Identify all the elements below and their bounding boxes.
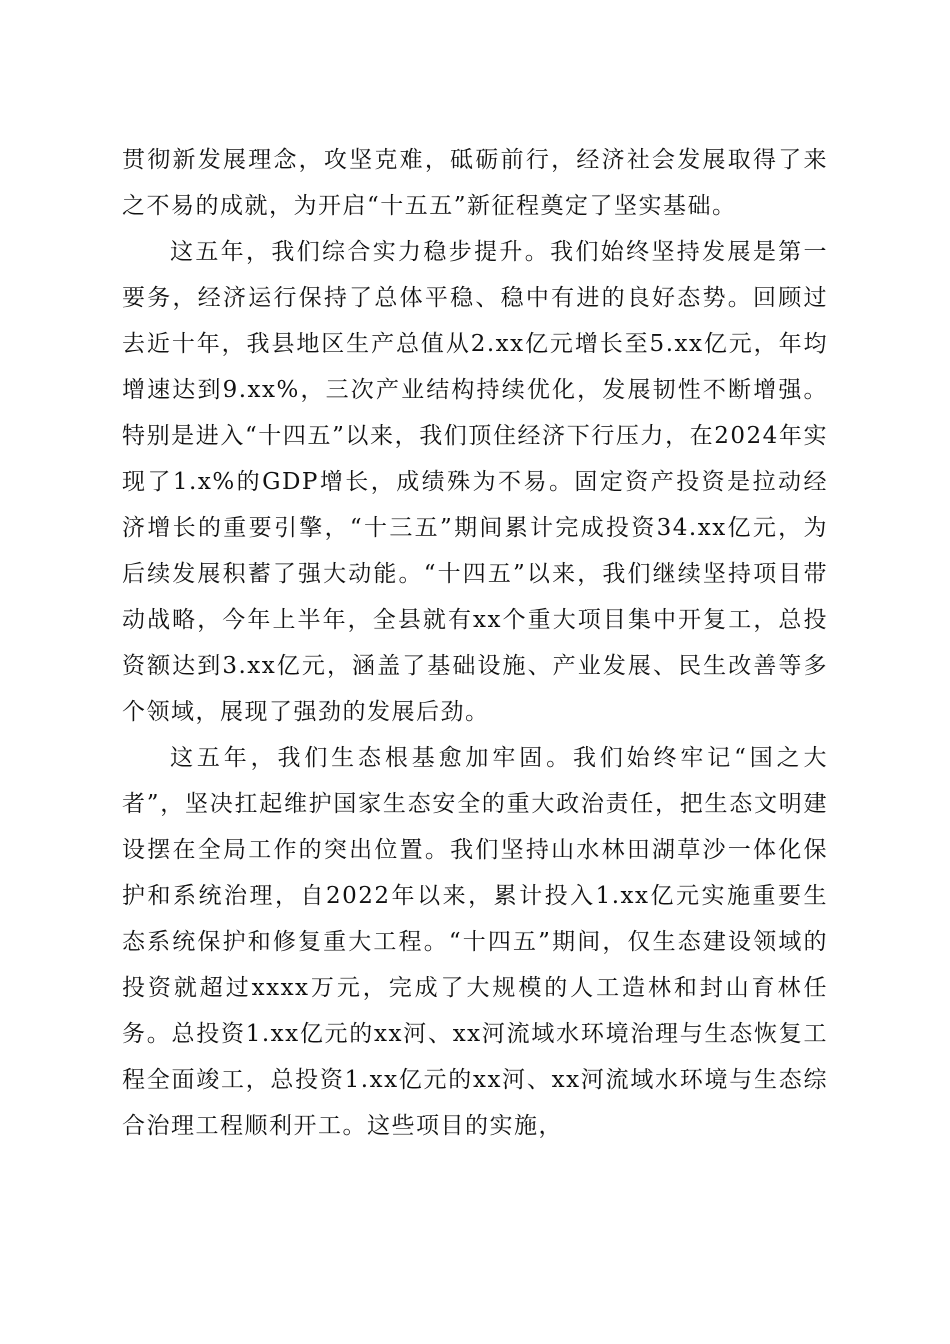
paragraph-continuation: 贯彻新发展理念，攻坚克难，砥砺前行，经济社会发展取得了来之不易的成就，为开启“十五五”新征程奠定了坚实基础。 <box>122 147 828 219</box>
body-text <box>122 137 828 1149</box>
paragraph-ecological-foundation: 这五年，我们生态根基愈加牢固。我们始终牢记“国之大者”，坚决扛起维护国家生态安全的重大政治责任，把生态文明建设摆在全局工作的突出位置。我们坚持山水林田湖草沙一体化保护和系统治理，自2022年以来，累计投入1.xx亿元实施重要生态系统保护和修复重大工程。“十四五”期间，仅生态建设领域的投资就超过xxxx万元，完成了大规模的人工造林和封山育林任务。总投资1.xx亿元的xx河、xx河流域水环境治理与生态恢复工程全面竣工，总投资1.xx亿元的xx河、xx河流域水环境与生态综合治理工程顺利开工。这些项目的实施， <box>122 745 828 1139</box>
paragraph-comprehensive-strength: 这五年，我们综合实力稳步提升。我们始终坚持发展是第一要务，经济运行保持了总体平稳、稳中有进的良好态势。回顾过去近十年，我县地区生产总值从2.xx亿元增长至5.xx亿元，年均增速达到9.xx%，三次产业结构持续优化，发展韧性不断增强。特别是进入“十四五”以来，我们顶住经济下行压力，在2024年实现了1.x%的GDP增长，成绩殊为不易。固定资产投资是拉动经济增长的重要引擎，“十三五”期间累计完成投资34.xx亿元，为后续发展积蓄了强大动能。“十四五”以来，我们继续坚持项目带动战略，今年上半年，全县就有xx个重大项目集中开复工，总投资额达到3.xx亿元，涵盖了基础设施、产业发展、民生改善等多个领域，展现了强劲的发展后劲。 <box>122 239 828 725</box>
